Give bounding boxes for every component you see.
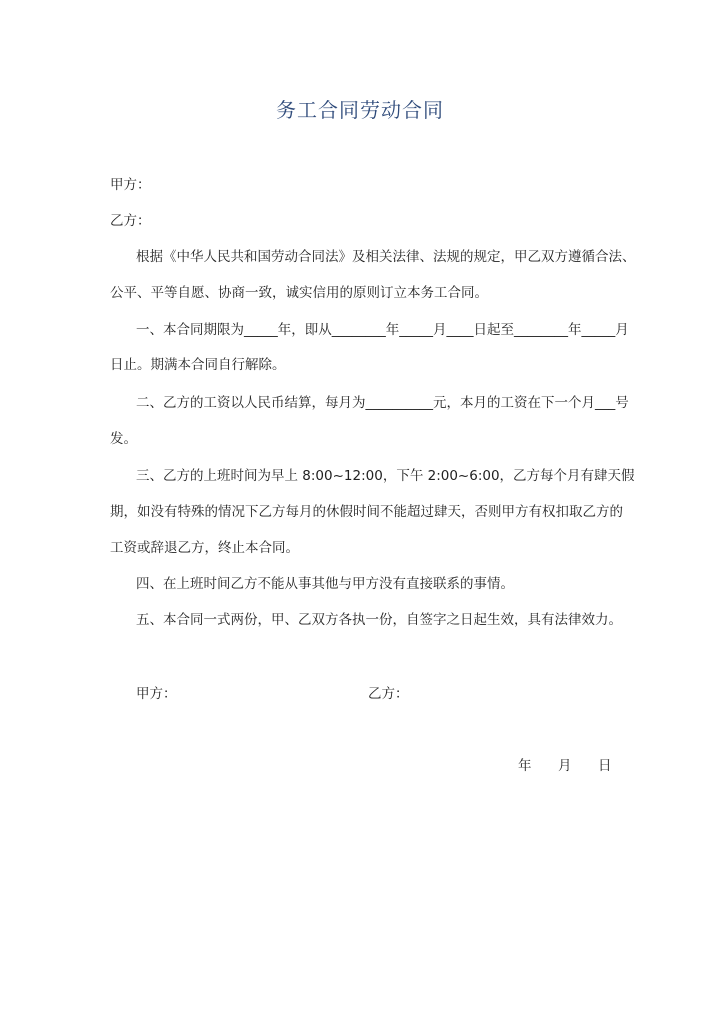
clause-4: 四、在上班时间乙方不能从事其他与甲方没有直接联系的事情。 xyxy=(136,576,514,592)
party-b-label: 乙方： xyxy=(110,213,151,229)
preamble-line-2: 公平、平等自愿、协商一致，诚实信用的原则订立本务工合同。 xyxy=(110,285,488,301)
clause-3-line-1: 三、乙方的上班时间为早上 8:00~12:00，下午 2:00~6:00，乙方每个月有肆天假 xyxy=(136,468,635,484)
signature-party-a: 甲方： xyxy=(136,686,177,702)
document-title: 务工合同劳动合同 xyxy=(276,98,444,122)
date-month: 月 xyxy=(558,758,572,774)
clause-1-line-1: 一、本合同期限为_____年，即从________年_____月____日起至________年_____月 xyxy=(136,322,629,338)
clause-3-line-2: 期，如没有特殊的情况下乙方每月的休假时间不能超过肆天，否则甲方有权扣取乙方的 xyxy=(110,504,623,520)
date-year: 年 xyxy=(518,758,532,774)
party-a-label: 甲方： xyxy=(110,177,151,193)
clause-2-line-2: 发。 xyxy=(110,431,137,447)
clause-2-line-1: 二、乙方的工资以人民币结算，每月为__________元，本月的工资在下一个月___号 xyxy=(136,395,629,411)
clause-1-line-2: 日止。期满本合同自行解除。 xyxy=(110,357,286,373)
signature-party-b: 乙方： xyxy=(368,686,409,702)
clause-3-line-3: 工资或辞退乙方，终止本合同。 xyxy=(110,540,299,556)
date-day: 日 xyxy=(598,758,612,774)
clause-5: 五、本合同一式两份，甲、乙双方各执一份，自签字之日起生效，具有法律效力。 xyxy=(136,612,622,628)
preamble-line-1: 根据《中华人民共和国劳动合同法》及相关法律、法规的规定，甲乙双方遵循合法、 xyxy=(136,249,636,265)
